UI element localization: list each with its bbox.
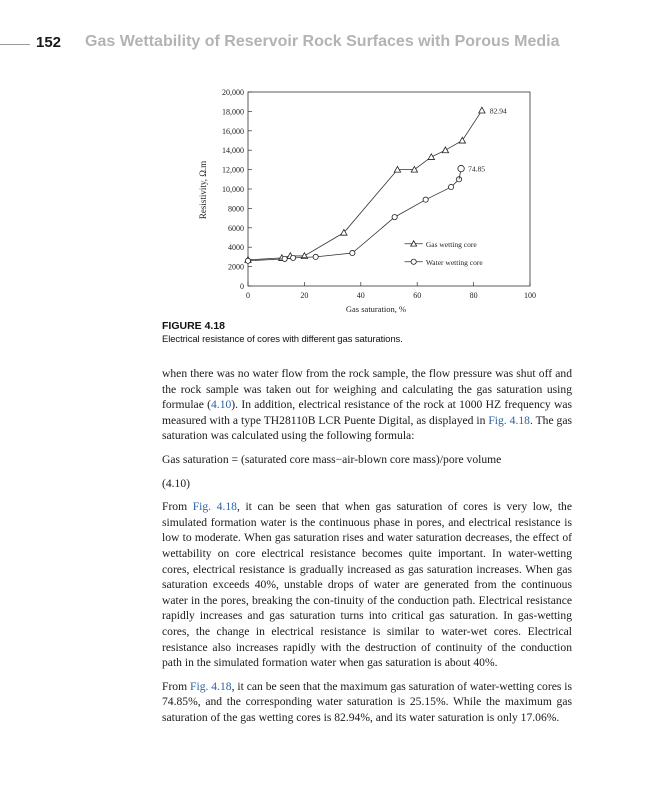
equation-number: (4.10) bbox=[162, 476, 191, 490]
y-tick-label: 4000 bbox=[228, 243, 244, 253]
x-tick-label: 20 bbox=[300, 291, 309, 300]
y-tick-label: 8000 bbox=[228, 204, 244, 214]
paragraph-3 bbox=[162, 679, 572, 726]
p1-start: when there was no water flow from the rock sample, the flow pressure was shut off and the rock sample was taken out for weighing and calculating the gas saturation using formulae ( bbox=[162, 367, 572, 412]
water-wetting-point bbox=[245, 258, 250, 263]
gas-wetting-point bbox=[459, 137, 465, 143]
y-tick-label: 20,000 bbox=[222, 88, 244, 97]
y-tick-label: 10,000 bbox=[222, 185, 244, 194]
figure-link[interactable]: Fig. 4.18 bbox=[192, 500, 237, 514]
p3-rest: , it can be seen that the maximum gas saturation of water-wetting cores is 74.85%, and the corresponding water saturation is 25.15%. While the maximum gas saturation of the gas wetting cores is 82.94%, and its water saturation is only 17.06%. bbox=[162, 679, 572, 724]
figure-link[interactable]: Fig. 4.18 bbox=[190, 679, 232, 693]
gas-wetting-point bbox=[442, 147, 448, 153]
page-number: 152 bbox=[36, 34, 62, 51]
gas-wetting-point bbox=[479, 107, 485, 113]
p3-start: From bbox=[162, 679, 191, 693]
legend-label: Gas wetting core bbox=[425, 239, 477, 249]
water-wetting-point bbox=[350, 250, 355, 255]
y-tick-label: 12,000 bbox=[222, 165, 244, 175]
water-wetting-point bbox=[313, 254, 318, 259]
figure-label: FIGURE 4.18 bbox=[162, 320, 226, 332]
water-wetting-point bbox=[448, 184, 453, 189]
x-axis-label: Gas saturation, % bbox=[345, 304, 407, 314]
x-axis-ticks bbox=[246, 282, 536, 300]
water-wetting-point bbox=[423, 197, 428, 202]
formula: Gas saturation = (saturated core mass−air-blown core mass)/pore volume bbox=[162, 452, 502, 466]
gas-wetting-point bbox=[428, 154, 434, 160]
y-axis-label: Resistivity, Ω.m bbox=[198, 160, 208, 220]
p2-start: From bbox=[162, 500, 193, 514]
y-tick-label: 2000 bbox=[228, 262, 244, 272]
resistivity-chart bbox=[190, 82, 550, 322]
y-tick-label: 0 bbox=[240, 282, 244, 291]
water-wetting-end-label: 74.85 bbox=[468, 164, 485, 174]
body-text bbox=[162, 366, 572, 733]
water-wetting-point bbox=[282, 256, 287, 261]
figure-caption: Electrical resistance of cores with different gas saturations. bbox=[162, 334, 403, 345]
y-tick-label: 6000 bbox=[228, 223, 244, 233]
x-tick-label: 0 bbox=[246, 291, 250, 300]
x-tick-label: 40 bbox=[356, 291, 365, 300]
p2-rest: , it can be seen that when gas saturation of cores is very low, the simulated formation water is the continuous phase in pores, and electrical resistance is low to moderate. When gas saturation rises and water saturation decreases, the effect of wettability on core electrical resistance becomes quite important. In water-wetting cores, electrical resistance is gradually increased as gas saturation increases. When gas saturation exceeds 40%, unstable drops of water are generated from the continuous water in the pores, breaking the con-tinuity of the conduction path. Electrical resistance rapidly increases and gas saturation turns into critical gas saturation. In gas-wetting cores, the change in electrical resistance is similar to water-wet cores. Electrical resistance also increases rapidly with the destruction of continuity of the conduction path in the simulated formation water when gas saturation is about 40%. bbox=[162, 500, 572, 670]
header-rule bbox=[0, 44, 30, 45]
x-tick-label: 80 bbox=[469, 291, 478, 300]
p1-end: . The gas saturation was calculated using the following formula: bbox=[162, 413, 573, 443]
x-tick-label: 100 bbox=[524, 291, 536, 300]
y-tick-label: 16,000 bbox=[222, 126, 244, 136]
water-wetting-max-point bbox=[458, 165, 464, 171]
legend-circle-marker bbox=[411, 259, 416, 264]
gas-wetting-line bbox=[248, 110, 482, 259]
y-tick-label: 18,000 bbox=[222, 107, 244, 117]
x-tick-label: 60 bbox=[413, 291, 422, 300]
legend-label: Water wetting core bbox=[425, 257, 483, 267]
paragraph-2 bbox=[162, 499, 572, 671]
figure-link[interactable]: Fig. 4.18 bbox=[488, 413, 530, 427]
gas-wetting-end-label: 82.94 bbox=[489, 106, 507, 116]
water-wetting-point bbox=[291, 255, 296, 260]
paragraph-1 bbox=[162, 366, 572, 444]
water-wetting-point bbox=[392, 215, 397, 220]
equation-link[interactable]: 4.10 bbox=[211, 398, 232, 412]
running-title: Gas Wettability of Reservoir Rock Surfaces with Porous Media bbox=[85, 33, 560, 50]
y-tick-label: 14,000 bbox=[222, 146, 244, 156]
chart-legend bbox=[405, 240, 484, 267]
p1-middle: ). In addition, electrical resistance of the rock at 1000 HZ frequency was measured with a type TH28110B LCR Puente Digital, as displayed in bbox=[162, 398, 572, 427]
